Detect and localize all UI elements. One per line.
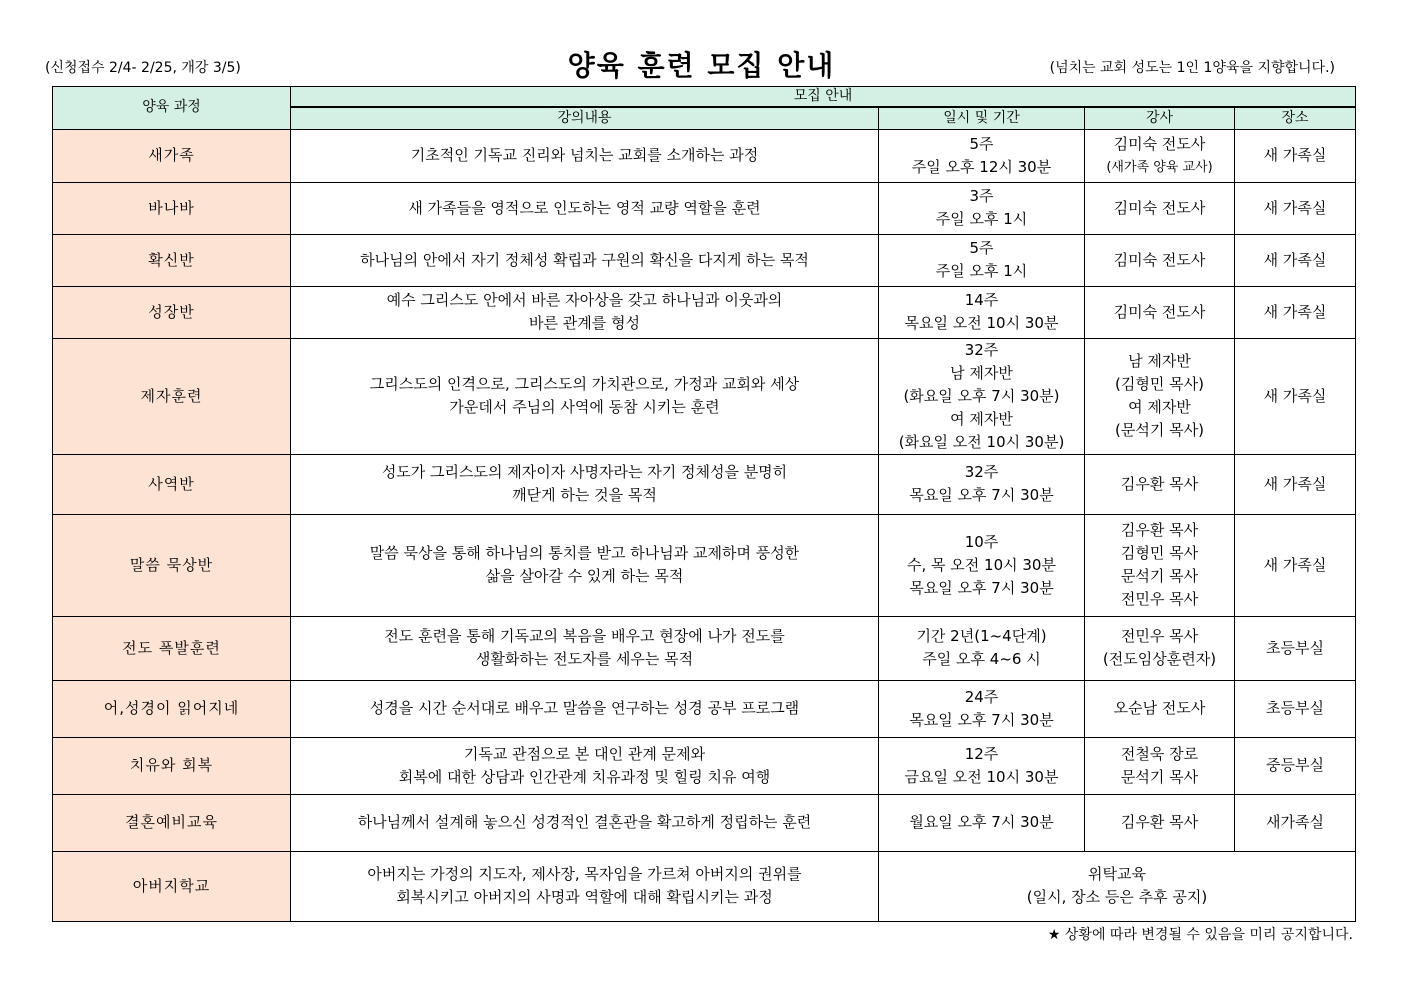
course-schedule: 3주 주일 오후 1시 (879, 182, 1085, 234)
page-title: 양육 훈련 모집 안내 (567, 49, 836, 82)
content-header: 강의내용 (291, 107, 879, 129)
application-period: (신청접수 2/4- 2/25, 개강 3/5) (45, 60, 241, 76)
course-name: 바나바 (53, 182, 291, 234)
recruit-header: 모집 안내 (291, 87, 1356, 108)
course-name: 전도 폭발훈련 (53, 616, 291, 680)
course-header: 양육 과정 (53, 87, 291, 130)
course-place: 중등부실 (1235, 737, 1356, 794)
course-instructor: 김우환 목사 김형민 목사 문석기 목사 전민우 목사 (1085, 514, 1235, 616)
course-schedule: 기간 2년(1~4단계) 주일 오후 4~6 시 (879, 616, 1085, 680)
table-row (53, 338, 1356, 454)
course-name: 어,성경이 읽어지네 (53, 680, 291, 737)
course-name: 말씀 묵상반 (53, 514, 291, 616)
course-place: 새 가족실 (1235, 234, 1356, 286)
table-row (53, 182, 1356, 234)
course-place: 새 가족실 (1235, 338, 1356, 454)
course-content: 아버지는 가정의 지도자, 제사장, 목자임을 가르쳐 아버지의 권위를 회복시키고 아버지의 사명과 역할에 대해 확립시키는 과정 (291, 851, 879, 921)
table-row (53, 851, 1356, 921)
place-header: 장소 (1235, 107, 1356, 129)
course-place: 새 가족실 (1235, 454, 1356, 514)
course-schedule: 12주 금요일 오전 10시 30분 (879, 737, 1085, 794)
course-schedule: 5주 주일 오후 1시 (879, 234, 1085, 286)
course-place: 초등부실 (1235, 680, 1356, 737)
course-instructor: 오순남 전도사 (1085, 680, 1235, 737)
course-instructor: 남 제자반 (김형민 목사) 여 제자반 (문석기 목사) (1085, 338, 1235, 454)
course-instructor: 전철욱 장로 문석기 목사 (1085, 737, 1235, 794)
table-row (53, 680, 1356, 737)
course-content: 성도가 그리스도의 제자이자 사명자라는 자기 정체성을 분명히 깨닫게 하는 것을 목적 (291, 454, 879, 514)
table-row (53, 234, 1356, 286)
course-content: 그리스도의 인격으로, 그리스도의 가치관으로, 가정과 교회와 세상 가운데서 주님의 사역에 동참 시키는 훈련 (291, 338, 879, 454)
course-schedule: 24주 목요일 오후 7시 30분 (879, 680, 1085, 737)
table-row (53, 616, 1356, 680)
course-content: 성경을 시간 순서대로 배우고 말씀을 연구하는 성경 공부 프로그램 (291, 680, 879, 737)
course-instructor: 김미숙 전도사 (1085, 234, 1235, 286)
course-instructor: 김우환 목사 (1085, 454, 1235, 514)
course-place: 새 가족실 (1235, 514, 1356, 616)
course-place: 새 가족실 (1235, 286, 1356, 338)
course-name: 아버지학교 (53, 851, 291, 921)
course-content: 새 가족들을 영적으로 인도하는 영적 교량 역할을 훈련 (291, 182, 879, 234)
course-name: 제자훈련 (53, 338, 291, 454)
schedule-header: 일시 및 기간 (879, 107, 1085, 129)
course-schedule: 32주 남 제자반 (화요일 오후 7시 30분) 여 제자반 (화요일 오전 10시 30분) (879, 338, 1085, 454)
course-name: 성장반 (53, 286, 291, 338)
course-name: 치유와 회복 (53, 737, 291, 794)
church-motto: (넘치는 교회 성도는 1인 1양육을 지향합니다.) (1049, 60, 1335, 76)
course-name: 확신반 (53, 234, 291, 286)
table-row (53, 794, 1356, 851)
course-schedule: 32주 목요일 오후 7시 30분 (879, 454, 1085, 514)
course-content: 전도 훈련을 통해 기독교의 복음을 배우고 현장에 나가 전도를 생활화하는 전도자를 세우는 목적 (291, 616, 879, 680)
table-row (53, 737, 1356, 794)
consignment-note: 위탁교육 (일시, 장소 등은 추후 공지) (879, 851, 1356, 921)
course-schedule: 14주 목요일 오전 10시 30분 (879, 286, 1085, 338)
course-schedule: 월요일 오후 7시 30분 (879, 794, 1085, 851)
course-schedule: 5주 주일 오후 12시 30분 (879, 129, 1085, 182)
course-instructor: 김미숙 전도사 (1085, 286, 1235, 338)
course-name: 결혼예비교육 (53, 794, 291, 851)
course-instructor: 전민우 목사 (전도임상훈련자) (1085, 616, 1235, 680)
instructor-header: 강사 (1085, 107, 1235, 129)
course-content: 예수 그리스도 안에서 바른 자아상을 갖고 하나님과 이웃과의 바른 관계를 형성 (291, 286, 879, 338)
course-schedule: 10주 수, 목 오전 10시 30분 목요일 오후 7시 30분 (879, 514, 1085, 616)
course-content: 기독교 관점으로 본 대인 관계 문제와 회복에 대한 상담과 인간관계 치유과정 및 힐링 치유 여행 (291, 737, 879, 794)
course-content: 하나님께서 설계해 놓으신 성경적인 결혼관을 확고하게 정립하는 훈련 (291, 794, 879, 851)
training-table (52, 86, 1356, 922)
course-name: 사역반 (53, 454, 291, 514)
course-place: 새가족실 (1235, 794, 1356, 851)
course-content: 하나님의 안에서 자기 정체성 확립과 구원의 확신을 다지게 하는 목적 (291, 234, 879, 286)
course-name: 새가족 (53, 129, 291, 182)
course-content: 말씀 묵상을 통해 하나님의 통치를 받고 하나님과 교제하며 풍성한 삶을 살아갈 수 있게 하는 목적 (291, 514, 879, 616)
course-instructor: 김우환 목사 (1085, 794, 1235, 851)
course-content: 기초적인 기독교 진리와 넘치는 교회를 소개하는 과정 (291, 129, 879, 182)
table-row (53, 286, 1356, 338)
course-instructor: 김미숙 전도사 (1085, 182, 1235, 234)
course-place: 초등부실 (1235, 616, 1356, 680)
table-row (53, 514, 1356, 616)
table-row (53, 454, 1356, 514)
footnote: ★ 상황에 따라 변경될 수 있음을 미리 공지합니다. (1047, 927, 1353, 943)
course-instructor: 김미숙 전도사 (새가족 양육 교사) (1085, 129, 1235, 182)
course-place: 새 가족실 (1235, 182, 1356, 234)
table-row (53, 129, 1356, 182)
course-place: 새 가족실 (1235, 129, 1356, 182)
